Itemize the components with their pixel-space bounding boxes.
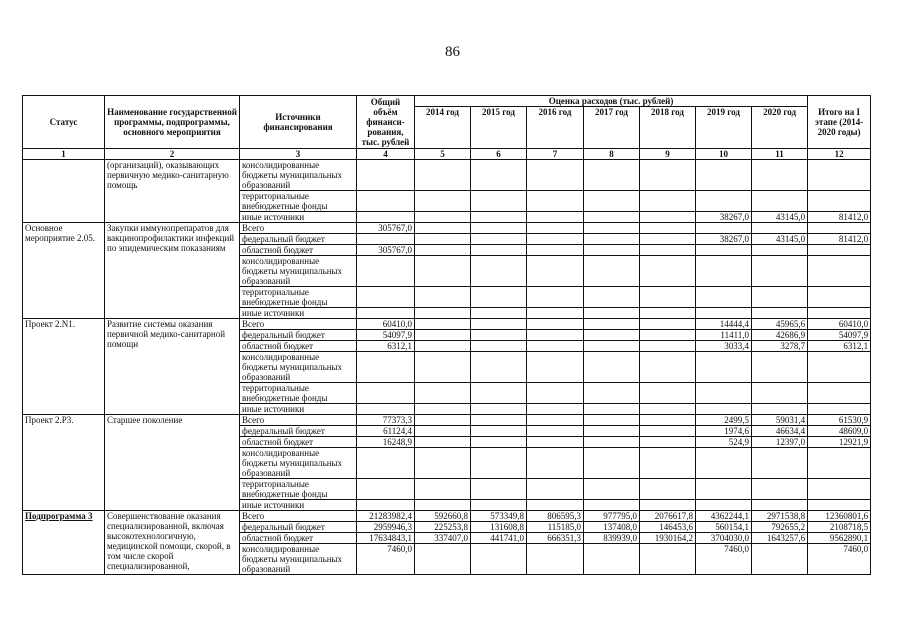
stage-total-cell: 6312,1	[808, 341, 871, 352]
column-number: 1	[23, 149, 105, 160]
year-value-cell	[584, 415, 640, 426]
total-cell	[357, 160, 415, 191]
year-value-cell	[696, 404, 752, 415]
year-value-cell	[640, 256, 696, 287]
year-value-cell	[584, 160, 640, 191]
year-value-cell	[752, 160, 808, 191]
year-value-cell	[527, 479, 584, 500]
year-value-cell	[584, 352, 640, 383]
year-value-cell	[584, 223, 640, 234]
year-value-cell	[752, 404, 808, 415]
source-cell: иные источники	[240, 308, 357, 319]
year-value-cell: 1643257,6	[752, 533, 808, 544]
header-name: Наименование государственной программы, подпрограммы, основного мероприятия	[105, 96, 240, 149]
header-stage-total: Итого на I этапе (2014-2020 годы)	[808, 96, 871, 149]
year-value-cell: 1930164,2	[640, 533, 696, 544]
year-value-cell	[584, 479, 640, 500]
year-value-cell	[415, 330, 471, 341]
year-value-cell	[640, 544, 696, 575]
year-value-cell	[752, 287, 808, 308]
year-value-cell	[415, 319, 471, 330]
source-cell: областной бюджет	[240, 437, 357, 448]
year-value-cell	[640, 415, 696, 426]
year-value-cell: 666351,3	[527, 533, 584, 544]
stage-total-cell	[808, 448, 871, 479]
year-value-cell	[584, 448, 640, 479]
stage-total-cell: 7460,0	[808, 544, 871, 575]
year-value-cell	[471, 319, 527, 330]
year-value-cell	[527, 308, 584, 319]
total-cell: 54097,9	[357, 330, 415, 341]
budget-table	[22, 95, 871, 575]
year-value-cell	[584, 245, 640, 256]
total-cell: 21283982,4	[357, 511, 415, 522]
year-value-cell	[640, 160, 696, 191]
total-cell	[357, 256, 415, 287]
status-cell: Проект 2.N1.	[23, 319, 105, 415]
year-value-cell	[752, 544, 808, 575]
program-name-cell: Закупки иммунопрепаратов для вакцинопрофилактики инфекций по эпидемическим показаниям	[105, 223, 240, 319]
header-year: 2020 год	[752, 107, 808, 149]
column-number: 12	[808, 149, 871, 160]
year-value-cell	[471, 479, 527, 500]
table-row	[23, 319, 871, 330]
year-value-cell	[752, 191, 808, 212]
total-cell	[357, 383, 415, 404]
year-value-cell	[696, 352, 752, 383]
year-value-cell	[640, 448, 696, 479]
year-value-cell	[415, 212, 471, 223]
year-value-cell	[640, 223, 696, 234]
stage-total-cell: 61530,9	[808, 415, 871, 426]
year-value-cell	[415, 256, 471, 287]
year-value-cell	[471, 341, 527, 352]
total-cell	[357, 308, 415, 319]
source-cell: федеральный бюджет	[240, 234, 357, 245]
year-value-cell	[696, 223, 752, 234]
year-value-cell: 12397,0	[752, 437, 808, 448]
total-cell: 16248,9	[357, 437, 415, 448]
year-value-cell: 225253,8	[415, 522, 471, 533]
year-value-cell	[696, 479, 752, 500]
year-value-cell	[527, 352, 584, 383]
year-value-cell	[752, 448, 808, 479]
year-value-cell	[752, 479, 808, 500]
year-value-cell	[415, 308, 471, 319]
program-name-cell: Развитие системы оказания первичной медико-санитарной помощи	[105, 319, 240, 415]
header-year: 2018 год	[640, 107, 696, 149]
table-row	[23, 415, 871, 426]
table-row	[23, 511, 871, 522]
year-value-cell	[527, 212, 584, 223]
year-value-cell	[584, 404, 640, 415]
total-cell: 61124,4	[357, 426, 415, 437]
year-value-cell: 11411,0	[696, 330, 752, 341]
total-cell: 17634843,1	[357, 533, 415, 544]
stage-total-cell	[808, 352, 871, 383]
total-cell	[357, 234, 415, 245]
year-value-cell	[527, 404, 584, 415]
year-value-cell: 977795,0	[584, 511, 640, 522]
source-cell: иные источники	[240, 500, 357, 511]
year-value-cell	[471, 287, 527, 308]
year-value-cell: 2971538,8	[752, 511, 808, 522]
year-value-cell: 38267,0	[696, 212, 752, 223]
stage-total-cell: 54097,9	[808, 330, 871, 341]
year-value-cell	[415, 223, 471, 234]
year-value-cell	[640, 404, 696, 415]
stage-total-cell	[808, 160, 871, 191]
status-cell	[23, 160, 105, 223]
year-value-cell	[696, 500, 752, 511]
source-cell: территориальные внебюджетные фонды	[240, 191, 357, 212]
year-value-cell	[640, 287, 696, 308]
source-cell: консолидированные бюджеты муниципальных образований	[240, 448, 357, 479]
year-value-cell	[696, 245, 752, 256]
year-value-cell	[415, 437, 471, 448]
header-status: Статус	[23, 96, 105, 149]
year-value-cell: 3704030,0	[696, 533, 752, 544]
stage-total-cell	[808, 245, 871, 256]
year-value-cell: 560154,1	[696, 522, 752, 533]
year-value-cell	[471, 234, 527, 245]
year-value-cell	[584, 319, 640, 330]
column-number: 4	[357, 149, 415, 160]
stage-total-cell: 12360801,6	[808, 511, 871, 522]
year-value-cell	[640, 437, 696, 448]
header-sources: Источники финансирования	[240, 96, 357, 149]
source-cell: областной бюджет	[240, 341, 357, 352]
source-cell: областной бюджет	[240, 245, 357, 256]
stage-total-cell: 60410,0	[808, 319, 871, 330]
source-cell: консолидированные бюджеты муниципальных образований	[240, 352, 357, 383]
year-value-cell	[584, 500, 640, 511]
total-cell	[357, 479, 415, 500]
year-value-cell	[415, 448, 471, 479]
year-value-cell: 137408,0	[584, 522, 640, 533]
program-name-cell: Старшее поколение	[105, 415, 240, 511]
year-value-cell	[471, 437, 527, 448]
year-value-cell: 38267,0	[696, 234, 752, 245]
year-value-cell	[527, 341, 584, 352]
source-cell: областной бюджет	[240, 533, 357, 544]
year-value-cell: 592660,8	[415, 511, 471, 522]
source-cell: федеральный бюджет	[240, 330, 357, 341]
column-number: 2	[105, 149, 240, 160]
column-number: 6	[471, 149, 527, 160]
source-cell: консолидированные бюджеты муниципальных образований	[240, 256, 357, 287]
year-value-cell	[415, 383, 471, 404]
program-name-cell: (организаций), оказывающих первичную медико-санитарную помощь	[105, 160, 240, 223]
year-value-cell	[527, 544, 584, 575]
year-value-cell: 7460,0	[696, 544, 752, 575]
source-cell: территориальные внебюджетные фонды	[240, 287, 357, 308]
year-value-cell	[696, 383, 752, 404]
year-value-cell	[584, 256, 640, 287]
source-cell: Всего	[240, 319, 357, 330]
page-number: 86	[445, 44, 460, 60]
year-value-cell	[640, 352, 696, 383]
stage-total-cell	[808, 404, 871, 415]
year-value-cell: 14444,4	[696, 319, 752, 330]
program-name-cell: Совершенствование оказания специализированной, включая высокотехнологичную, медицинской помощи, скорой, в том числе скорой специализированной,	[105, 511, 240, 575]
source-cell: федеральный бюджет	[240, 522, 357, 533]
total-cell: 305767,0	[357, 245, 415, 256]
table-row	[23, 160, 871, 191]
year-value-cell	[584, 308, 640, 319]
year-value-cell	[584, 330, 640, 341]
year-value-cell	[415, 544, 471, 575]
year-value-cell	[640, 330, 696, 341]
year-value-cell	[415, 287, 471, 308]
year-value-cell	[527, 426, 584, 437]
year-value-cell	[752, 308, 808, 319]
year-value-cell	[696, 308, 752, 319]
year-value-cell	[471, 245, 527, 256]
year-value-cell: 4362244,1	[696, 511, 752, 522]
year-value-cell: 839939,0	[584, 533, 640, 544]
year-value-cell	[527, 415, 584, 426]
year-value-cell	[471, 426, 527, 437]
total-cell: 60410,0	[357, 319, 415, 330]
year-value-cell	[640, 234, 696, 245]
header-year: 2016 год	[527, 107, 584, 149]
stage-total-cell: 2108718,5	[808, 522, 871, 533]
source-cell: Всего	[240, 415, 357, 426]
year-value-cell	[696, 287, 752, 308]
year-value-cell	[584, 212, 640, 223]
source-cell: территориальные внебюджетные фонды	[240, 383, 357, 404]
stage-total-cell	[808, 256, 871, 287]
total-cell	[357, 404, 415, 415]
year-value-cell: 46634,4	[752, 426, 808, 437]
stage-total-cell: 9562890,1	[808, 533, 871, 544]
year-value-cell: 146453,6	[640, 522, 696, 533]
year-value-cell	[640, 308, 696, 319]
year-value-cell	[527, 234, 584, 245]
status-cell: Основное мероприятие 2.05.	[23, 223, 105, 319]
stage-total-cell	[808, 191, 871, 212]
year-value-cell	[584, 544, 640, 575]
year-value-cell	[752, 223, 808, 234]
year-value-cell: 1974,6	[696, 426, 752, 437]
status-cell: Проект 2.Р3.	[23, 415, 105, 511]
total-cell	[357, 352, 415, 383]
year-value-cell	[415, 479, 471, 500]
year-value-cell	[471, 330, 527, 341]
year-value-cell	[527, 223, 584, 234]
stage-total-cell	[808, 383, 871, 404]
stage-total-cell: 81412,0	[808, 234, 871, 245]
column-number: 7	[527, 149, 584, 160]
year-value-cell	[471, 223, 527, 234]
total-cell	[357, 212, 415, 223]
header-year: 2019 год	[696, 107, 752, 149]
year-value-cell	[696, 160, 752, 191]
source-cell: иные источники	[240, 404, 357, 415]
year-value-cell: 3278,7	[752, 341, 808, 352]
year-value-cell	[584, 383, 640, 404]
year-value-cell	[527, 500, 584, 511]
header-year: 2015 год	[471, 107, 527, 149]
year-value-cell	[471, 352, 527, 383]
stage-total-cell: 48609,0	[808, 426, 871, 437]
year-value-cell	[527, 448, 584, 479]
year-value-cell	[696, 448, 752, 479]
year-value-cell	[415, 245, 471, 256]
year-value-cell	[415, 191, 471, 212]
year-value-cell	[640, 500, 696, 511]
year-value-cell	[415, 234, 471, 245]
year-value-cell	[527, 437, 584, 448]
year-value-cell	[752, 245, 808, 256]
year-value-cell: 573349,8	[471, 511, 527, 522]
year-value-cell	[696, 256, 752, 287]
year-value-cell	[696, 191, 752, 212]
year-value-cell	[471, 404, 527, 415]
year-value-cell	[752, 352, 808, 383]
year-value-cell	[640, 191, 696, 212]
source-cell: Всего	[240, 511, 357, 522]
total-cell	[357, 191, 415, 212]
column-number: 10	[696, 149, 752, 160]
year-value-cell	[752, 256, 808, 287]
year-value-cell	[584, 341, 640, 352]
header-estimate: Оценка расходов (тыс. рублей)	[415, 96, 808, 107]
year-value-cell	[471, 256, 527, 287]
year-value-cell: 806595,3	[527, 511, 584, 522]
year-value-cell	[415, 415, 471, 426]
year-value-cell	[471, 160, 527, 191]
stage-total-cell	[808, 287, 871, 308]
header-total: Общий объём финанси-рования, тыс. рублей	[357, 96, 415, 149]
year-value-cell: 59031,4	[752, 415, 808, 426]
column-number: 9	[640, 149, 696, 160]
year-value-cell	[527, 330, 584, 341]
column-number: 5	[415, 149, 471, 160]
header-year: 2017 год	[584, 107, 640, 149]
year-value-cell: 524,9	[696, 437, 752, 448]
year-value-cell	[415, 160, 471, 191]
year-value-cell	[527, 287, 584, 308]
year-value-cell: 42686,9	[752, 330, 808, 341]
year-value-cell: 43145,0	[752, 212, 808, 223]
total-cell: 2959946,3	[357, 522, 415, 533]
year-value-cell	[640, 383, 696, 404]
year-value-cell	[640, 319, 696, 330]
year-value-cell: 45965,6	[752, 319, 808, 330]
year-value-cell	[527, 191, 584, 212]
total-cell: 305767,0	[357, 223, 415, 234]
year-value-cell	[527, 256, 584, 287]
year-value-cell	[471, 415, 527, 426]
year-value-cell	[640, 479, 696, 500]
column-number: 8	[584, 149, 640, 160]
year-value-cell	[752, 383, 808, 404]
stage-total-cell: 12921,9	[808, 437, 871, 448]
year-value-cell	[471, 191, 527, 212]
year-value-cell	[752, 500, 808, 511]
total-cell: 7460,0	[357, 544, 415, 575]
year-value-cell	[584, 287, 640, 308]
year-value-cell	[415, 341, 471, 352]
source-cell: иные источники	[240, 212, 357, 223]
year-value-cell	[640, 426, 696, 437]
year-value-cell: 792655,2	[752, 522, 808, 533]
source-cell: консолидированные бюджеты муниципальных образований	[240, 160, 357, 191]
year-value-cell	[584, 426, 640, 437]
year-value-cell: 3033,4	[696, 341, 752, 352]
source-cell: федеральный бюджет	[240, 426, 357, 437]
status-cell: Подпрограмма 3	[23, 511, 105, 575]
year-value-cell	[415, 404, 471, 415]
source-cell: консолидированные бюджеты муниципальных образований	[240, 544, 357, 575]
year-value-cell: 2499,5	[696, 415, 752, 426]
year-value-cell	[527, 383, 584, 404]
year-value-cell	[640, 212, 696, 223]
total-cell: 6312,1	[357, 341, 415, 352]
year-value-cell: 337407,0	[415, 533, 471, 544]
total-cell: 77373,3	[357, 415, 415, 426]
year-value-cell: 131608,8	[471, 522, 527, 533]
year-value-cell	[471, 383, 527, 404]
year-value-cell	[415, 352, 471, 383]
stage-total-cell	[808, 500, 871, 511]
total-cell	[357, 500, 415, 511]
year-value-cell	[471, 500, 527, 511]
year-value-cell	[584, 437, 640, 448]
stage-total-cell	[808, 308, 871, 319]
year-value-cell	[584, 191, 640, 212]
stage-total-cell: 81412,0	[808, 212, 871, 223]
year-value-cell	[527, 245, 584, 256]
year-value-cell	[415, 500, 471, 511]
stage-total-cell	[808, 223, 871, 234]
source-cell: территориальные внебюджетные фонды	[240, 479, 357, 500]
year-value-cell	[640, 245, 696, 256]
year-value-cell	[527, 160, 584, 191]
year-value-cell	[527, 319, 584, 330]
header-year: 2014 год	[415, 107, 471, 149]
total-cell	[357, 287, 415, 308]
year-value-cell	[415, 426, 471, 437]
year-value-cell	[584, 234, 640, 245]
year-value-cell: 43145,0	[752, 234, 808, 245]
table-row	[23, 223, 871, 234]
year-value-cell: 115185,0	[527, 522, 584, 533]
stage-total-cell	[808, 479, 871, 500]
year-value-cell	[471, 212, 527, 223]
source-cell: Всего	[240, 223, 357, 234]
year-value-cell	[640, 341, 696, 352]
year-value-cell: 441741,0	[471, 533, 527, 544]
year-value-cell	[471, 308, 527, 319]
year-value-cell	[471, 448, 527, 479]
total-cell	[357, 448, 415, 479]
column-number: 3	[240, 149, 357, 160]
column-number: 11	[752, 149, 808, 160]
year-value-cell: 2076617,8	[640, 511, 696, 522]
year-value-cell	[471, 544, 527, 575]
